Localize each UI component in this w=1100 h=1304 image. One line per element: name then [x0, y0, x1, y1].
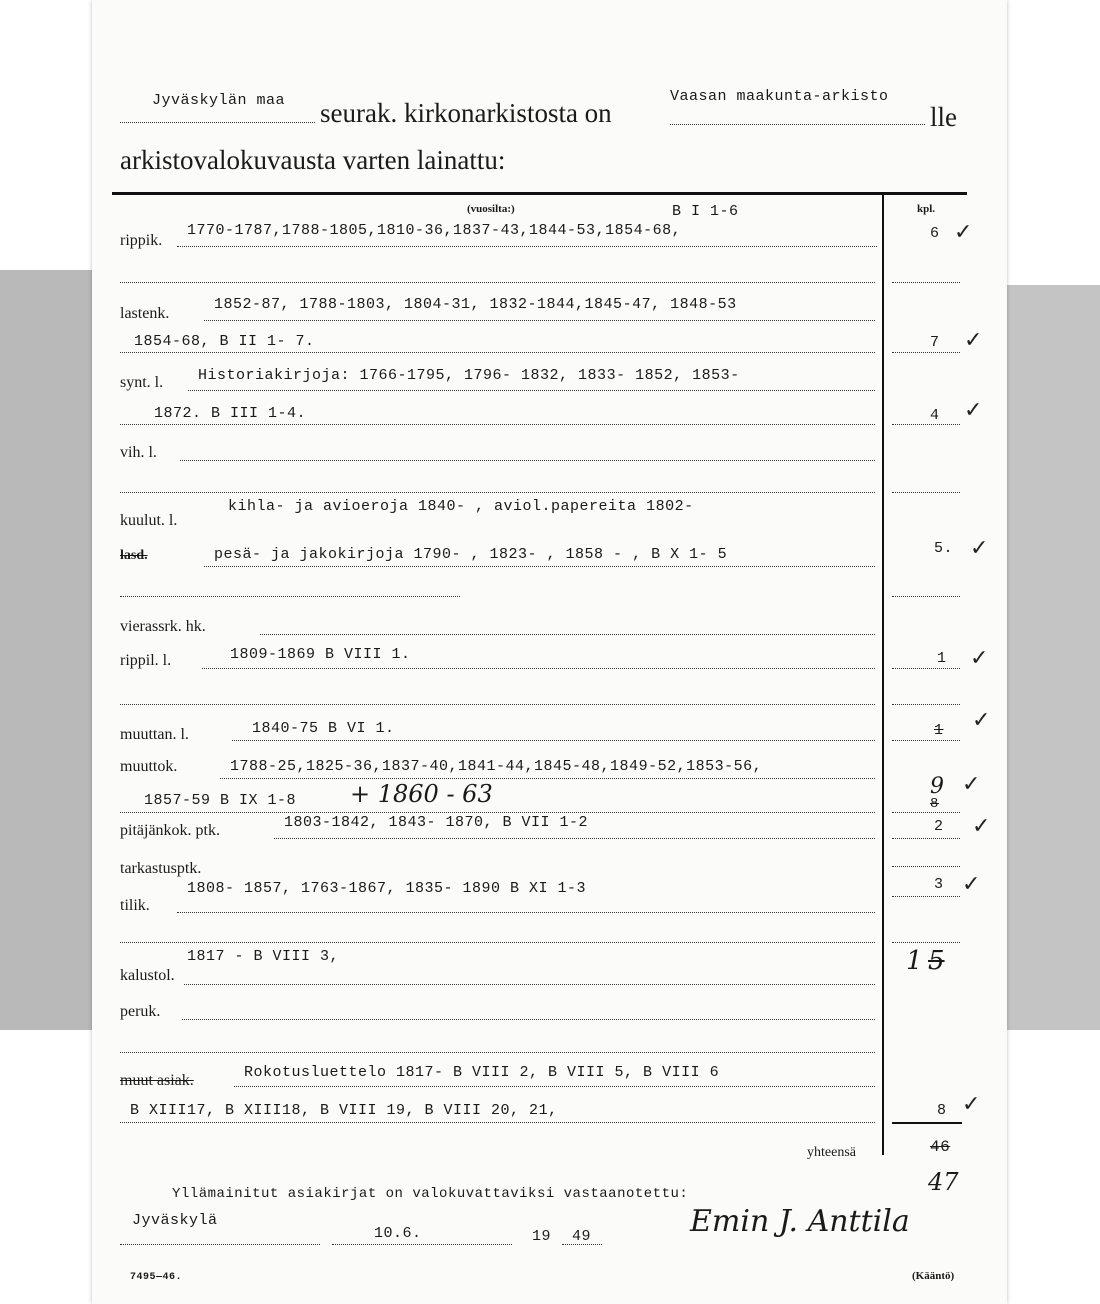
footer-statement: Yllämainitut asiakirjat on valokuvattaviksi vastaanotettu:: [172, 1186, 689, 1202]
date-line: [332, 1244, 512, 1245]
lastenk-text2: 1854-68, B II 1- 7.: [134, 333, 315, 350]
check-mark-icon: ✓: [964, 398, 983, 423]
count-line: [892, 282, 960, 283]
archive-loan-form: [92, 0, 1007, 1304]
count-line: [892, 352, 960, 353]
rippik-signum: B I 1-6: [672, 203, 739, 220]
check-mark-icon: ✓: [962, 872, 981, 897]
muut-count: 8: [937, 1102, 947, 1119]
pitaj-line: [274, 838, 875, 839]
muuttok-count: 9: [930, 774, 944, 799]
kuulut-label: kuulut. l.: [120, 512, 178, 529]
lasd-text: pesä- ja jakokirjoja 1790- , 1823- , 1858 - , B X 1- 5: [214, 546, 728, 563]
total-label: yhteensä: [807, 1145, 856, 1160]
lastenk-line2: [120, 352, 875, 353]
lastenk-label: lastenk.: [120, 305, 170, 322]
year-line: [562, 1244, 602, 1245]
check-mark-icon: ✓: [972, 708, 991, 733]
muuttan-line: [232, 740, 875, 741]
check-mark-icon: ✓: [972, 814, 991, 839]
count-line: [892, 838, 960, 839]
vih-label: vih. l.: [120, 444, 157, 461]
tilik-line: [177, 912, 875, 913]
header-suffix: lle: [930, 102, 957, 132]
count-line: [892, 812, 960, 813]
synt-count: 4: [930, 407, 940, 424]
parish-dotted-line: [120, 122, 315, 123]
count-line: [892, 492, 960, 493]
check-mark-icon: ✓: [962, 1092, 981, 1117]
muut-label: muut asiak.: [120, 1072, 194, 1089]
count-column-label: kpl.: [917, 203, 936, 215]
header-text: seurak. kirkonarkistosta on: [320, 98, 612, 128]
pitaj-text: 1803-1842, 1843- 1870, B VII 1-2: [284, 814, 589, 831]
lastenk-line: [204, 320, 875, 321]
peruk-label: peruk.: [120, 1003, 161, 1020]
lastenk-text: 1852-87, 1788-1803, 1804-31, 1832-1844,1845-47, 1848-53: [214, 296, 737, 313]
count-line: [892, 596, 960, 597]
count-line: [892, 424, 960, 425]
muuttok-line: [220, 778, 875, 779]
total-old: 46: [930, 1138, 951, 1156]
header-line2: arkistovalokuvausta varten lainattu:: [120, 145, 506, 175]
parish-name: Jyväskylän maa: [152, 92, 286, 109]
vierass-label: vierassrk. hk.: [120, 618, 206, 635]
check-mark-icon: ✓: [970, 646, 989, 671]
check-mark-icon: ✓: [962, 772, 981, 797]
count-line: [892, 942, 960, 943]
peruk-line2: [120, 1052, 875, 1053]
footer-place: Jyväskylä: [132, 1212, 218, 1229]
muut-text: Rokotusluettelo 1817- B VIII 2, B VIII 5, B VIII 6: [244, 1064, 720, 1081]
pitaj-count: 2: [934, 818, 944, 835]
lasd-line: [204, 566, 875, 567]
years-column-label: (vuosilta:): [467, 203, 515, 215]
rippik-line2: [120, 282, 875, 283]
rippil-line: [202, 668, 875, 669]
check-mark-icon: ✓: [964, 328, 983, 353]
vih-line2: [120, 492, 875, 493]
peruk-line: [182, 1019, 875, 1020]
lasd-label: lasd.: [120, 548, 148, 563]
muuttok-count-old: 8: [930, 796, 939, 812]
rippik-label: rippik.: [120, 232, 163, 249]
footer-year: 49: [572, 1228, 592, 1245]
rippik-text: 1770-1787,1788-1805,1810-36,1837-43,1844-53,1854-68,: [187, 222, 682, 239]
synt-line: [188, 390, 875, 391]
tilik-count: 3: [934, 876, 944, 893]
muuttan-count: 1: [934, 722, 944, 739]
signature: Emin J. Anttila: [690, 1204, 910, 1239]
archive-name: Vaasan maakunta-arkisto: [670, 88, 889, 105]
count-line: [892, 668, 960, 669]
muut-text2: B XIII17, B XIII18, B VIII 19, B VIII 20, 21,: [130, 1102, 558, 1119]
column-divider: [882, 195, 884, 1155]
rippil-text: 1809-1869 B VIII 1.: [230, 646, 411, 663]
vierass-line: [260, 634, 875, 635]
lasd-count: 5.: [934, 540, 954, 557]
vih-line: [180, 460, 875, 461]
count-line: [892, 896, 960, 897]
count-line: [892, 704, 960, 705]
total-new: 47: [928, 1168, 959, 1196]
tilik-label: tilik.: [120, 897, 150, 914]
rippik-line: [177, 246, 877, 247]
footer-date: 10.6.: [374, 1225, 422, 1242]
synt-label: synt. l.: [120, 374, 164, 391]
kuulut-text: kihla- ja avioeroja 1840- , aviol.papereita 1802-: [228, 498, 694, 515]
check-mark-icon: ✓: [954, 220, 973, 245]
kalustol-count-old: 5: [928, 946, 945, 976]
kalustol-label: kalustol.: [120, 967, 175, 984]
tarkast-label: tarkastusptk.: [120, 860, 202, 877]
kalustol-count: 1: [906, 946, 923, 976]
lastenk-count: 7: [930, 334, 940, 351]
scan-background-right: [1005, 285, 1100, 1030]
muuttok-text2: 1857-59 B IX 1-8: [144, 792, 297, 809]
rippik-count: 6: [930, 225, 940, 242]
muut-line2: [120, 1122, 875, 1123]
header-rule: [112, 192, 967, 195]
footer-year-prefix: 19: [532, 1228, 552, 1245]
total-rule: [892, 1122, 962, 1124]
muut-line: [234, 1086, 875, 1087]
tilik-text: 1808- 1857, 1763-1867, 1835- 1890 B XI 1-3: [187, 880, 587, 897]
rippil-count: 1: [937, 650, 947, 667]
synt-line2: [120, 424, 875, 425]
muuttok-text: 1788-25,1825-36,1837-40,1841-44,1845-48,1849-52,1853-56,: [230, 758, 763, 775]
form-number: 7495—46.: [130, 1272, 183, 1283]
pitaj-label: pitäjänkok. ptk.: [120, 822, 220, 839]
rippil-line2: [120, 704, 875, 705]
count-line: [892, 866, 960, 867]
tilik-line2: [120, 942, 875, 943]
muuttan-label: muuttan. l.: [120, 726, 189, 743]
rippil-label: rippil. l.: [120, 652, 172, 669]
stamp-text: (Kääntö): [912, 1270, 955, 1282]
muuttok-line2: [120, 812, 875, 813]
muuttan-text: 1840-75 B VI 1.: [252, 720, 395, 737]
lasd-line2: [120, 596, 460, 597]
synt-text2: 1872. B III 1-4.: [154, 405, 307, 422]
muuttok-handwritten: + 1860 - 63: [350, 780, 493, 808]
check-mark-icon: ✓: [970, 536, 989, 561]
muuttok-label: muuttok.: [120, 758, 178, 775]
kalustol-text: 1817 - B VIII 3,: [187, 948, 340, 965]
archive-dotted-line: [670, 124, 925, 125]
kalustol-line: [184, 984, 875, 985]
synt-text: Historiakirjoja: 1766-1795, 1796- 1832, 1833- 1852, 1853-: [198, 367, 740, 384]
place-line: [120, 1244, 320, 1245]
count-line: [892, 740, 960, 741]
